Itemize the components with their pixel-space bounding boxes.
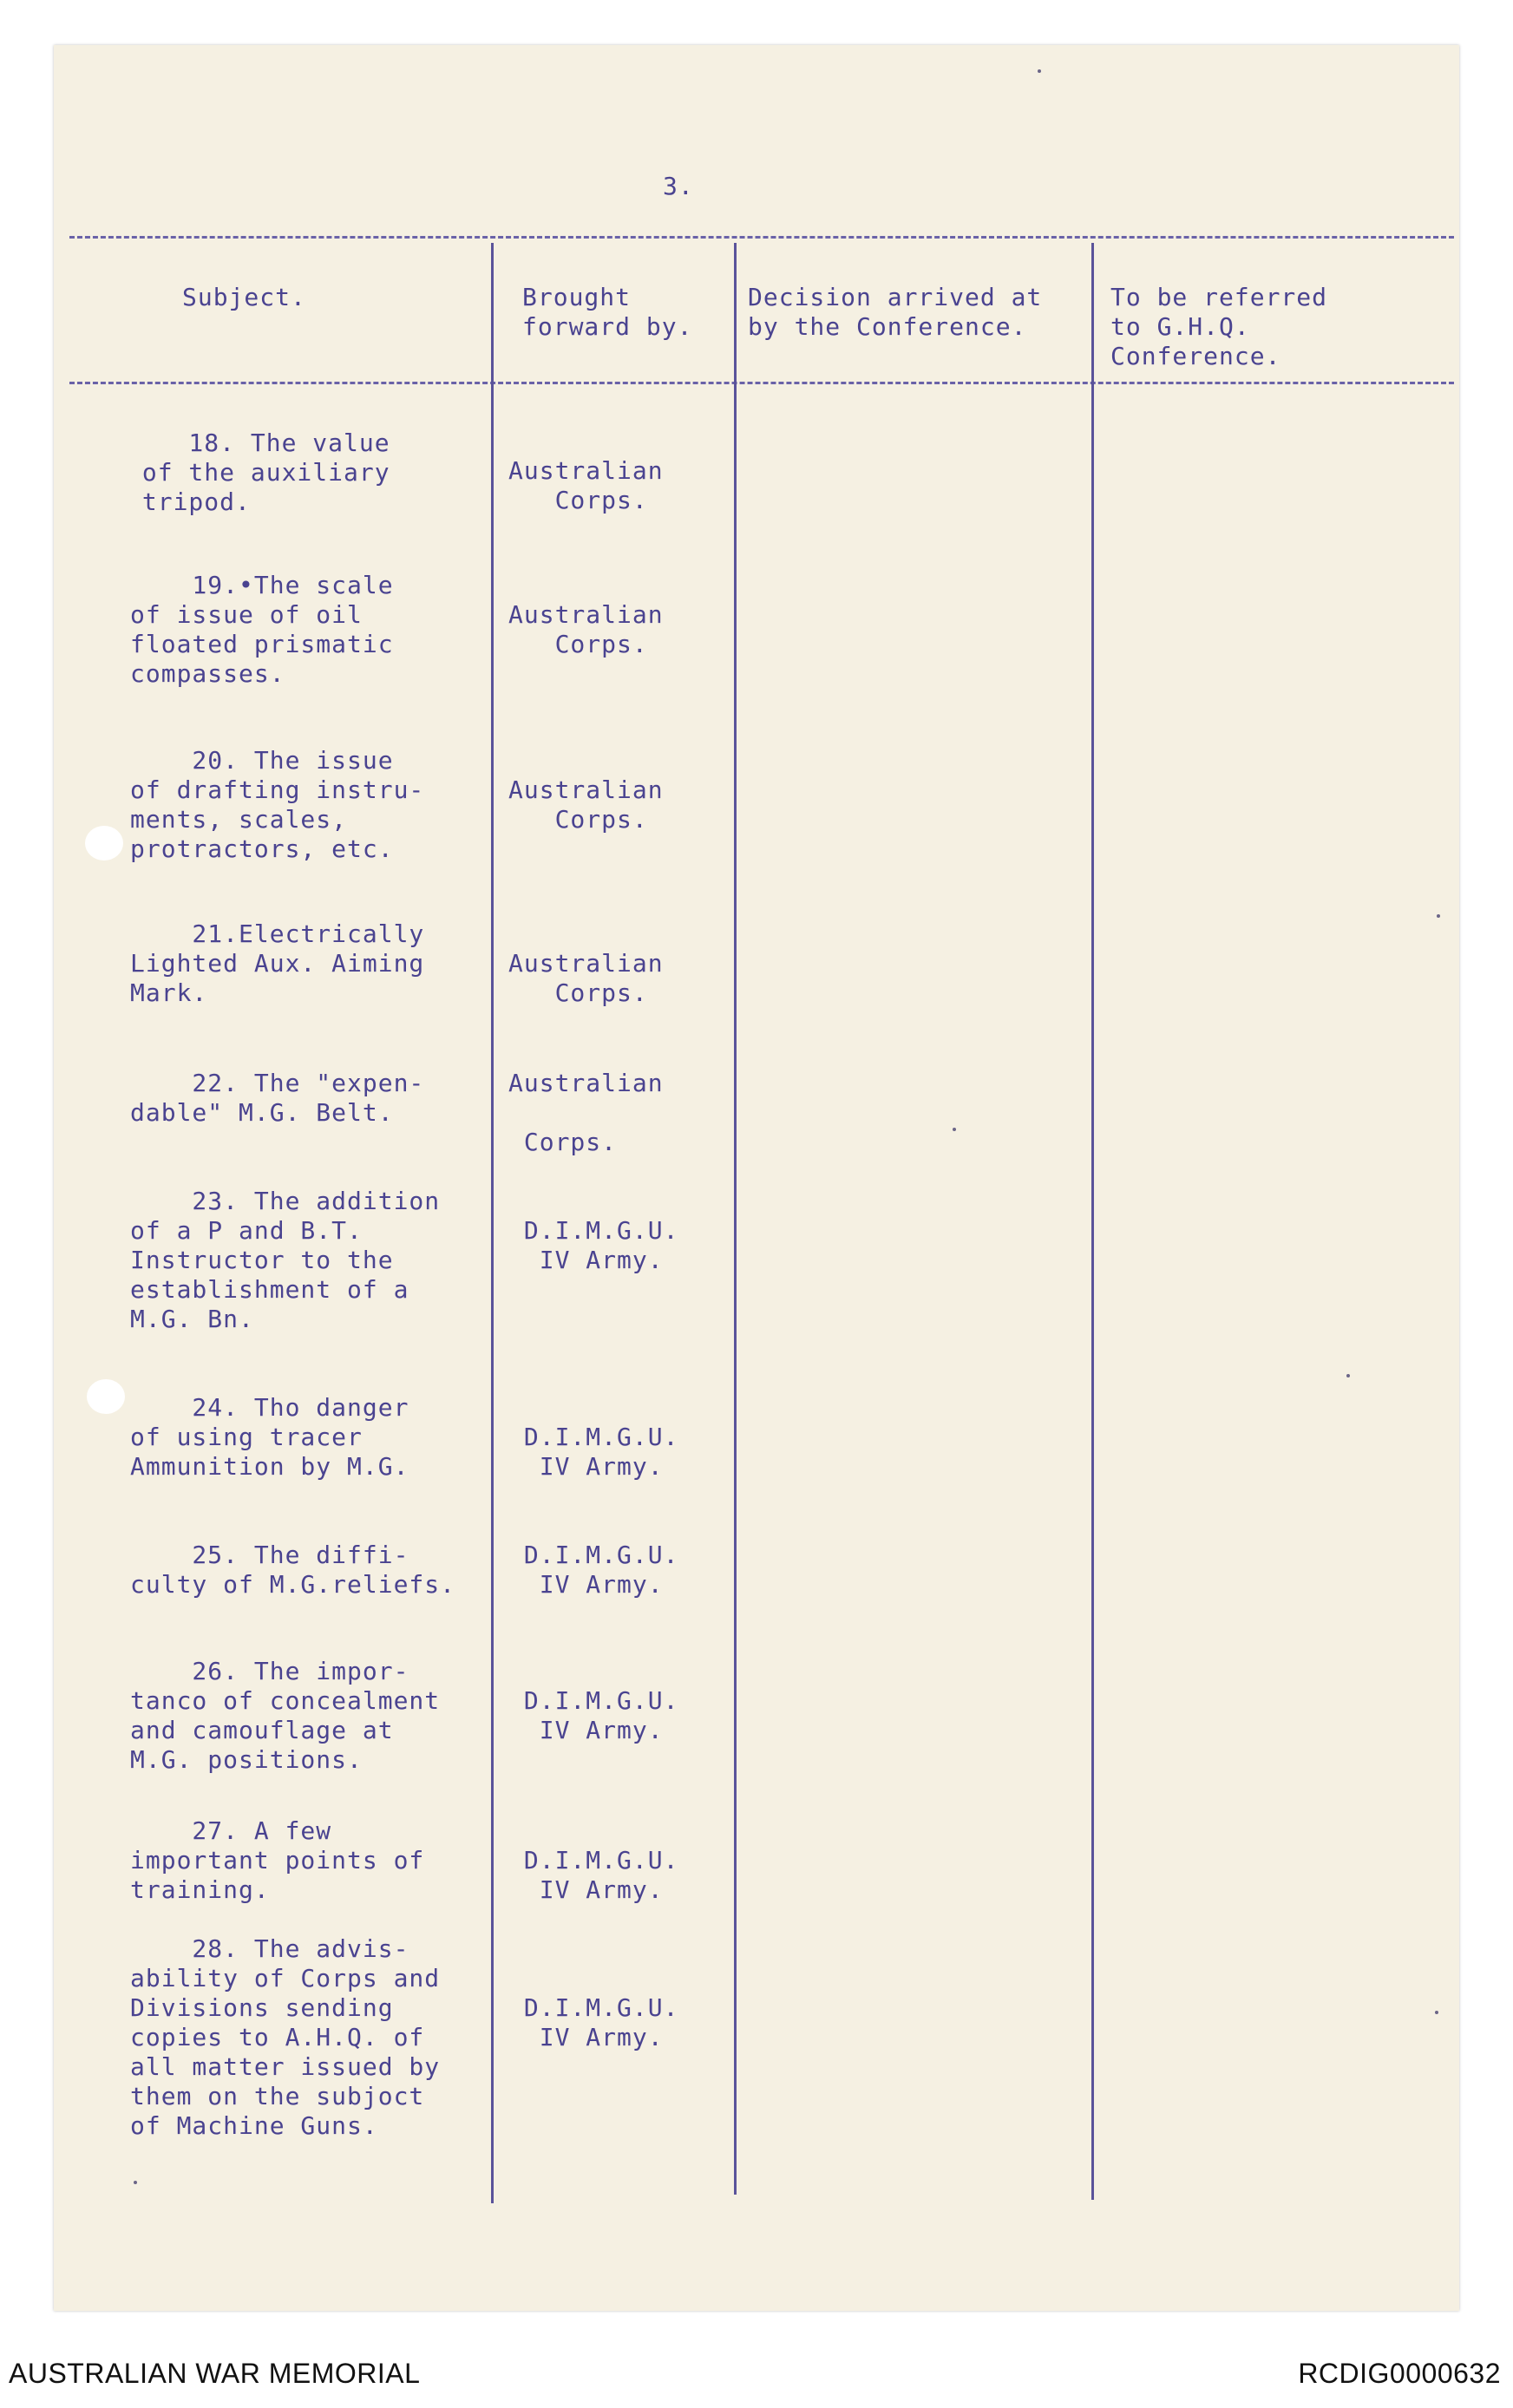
column-divider-subject [491, 243, 494, 2203]
ink-speck [1435, 2011, 1438, 2014]
table-top-rule [69, 236, 1454, 239]
ink-speck [134, 2181, 137, 2184]
row-subject: 26. The impor- tanco of concealment and camouflage at M.G. positions. [130, 1657, 441, 1774]
row-subject: 20. The issue of drafting instru- ments, scales, protractors, etc. [130, 746, 425, 863]
ink-speck [1038, 69, 1041, 73]
punch-hole [85, 826, 123, 860]
row-subject: 27. A few important points of training. [130, 1816, 425, 1904]
row-subject: 24. Tho danger of using tracer Ammunition by M.G. [130, 1393, 409, 1481]
row-brought-by: Australian Corps. [508, 775, 664, 834]
row-brought-by: D.I.M.G.U. IV Army. [523, 1846, 679, 1904]
row-subject: 25. The diffi- culty of M.G.reliefs. [130, 1541, 456, 1599]
header-decision: Decision arrived at by the Conference. [748, 283, 1043, 341]
ink-speck [1437, 914, 1440, 918]
punch-hole [87, 1379, 125, 1414]
header-subject: Subject. [182, 283, 306, 311]
page-number: 3. [663, 172, 694, 200]
row-subject: 19.•The scale of issue of oil floated prismatic compasses. [130, 571, 394, 688]
row-brought-by: Australian Corps. [508, 600, 664, 658]
footer-archive-name: AUSTRALIAN WAR MEMORIAL [9, 2358, 421, 2389]
row-subject: 23. The addition of a P and B.T. Instructor to the establishment of a M.G. Bn. [130, 1187, 441, 1333]
column-divider-brought [734, 243, 737, 2195]
header-referred: To be referred to G.H.Q. Conference. [1110, 283, 1328, 370]
row-brought-by: Australian Corps. [508, 456, 664, 514]
row-brought-by: D.I.M.G.U. IV Army. [523, 1423, 679, 1481]
row-brought-by: D.I.M.G.U. IV Army. [523, 1216, 679, 1274]
row-brought-by: D.I.M.G.U. IV Army. [523, 1541, 679, 1599]
footer-record-id: RCDIG0000632 [1298, 2358, 1501, 2389]
row-brought-by: D.I.M.G.U. IV Army. [523, 1686, 679, 1744]
ink-speck [953, 1128, 956, 1131]
header-bottom-rule [69, 382, 1454, 384]
row-brought-by: Australian Corps. [508, 949, 664, 1007]
row-subject: 28. The advis- ability of Corps and Divisions sending copies to A.H.Q. of all matter issued by them on the subjoct of Machine Guns. [130, 1934, 441, 2140]
row-brought-by: Australian Corps. [508, 1069, 664, 1156]
row-subject: 21.Electrically Lighted Aux. Aiming Mark. [130, 919, 425, 1007]
row-subject: 22. The "expen- dable" M.G. Belt. [130, 1069, 425, 1127]
column-divider-decision [1091, 243, 1094, 2200]
row-brought-by: D.I.M.G.U. IV Army. [523, 1993, 679, 2051]
ink-speck [1346, 1374, 1350, 1377]
header-brought-forward: Brought forward by. [522, 283, 693, 341]
row-subject: 18. The value of the auxiliary tripod. [141, 429, 390, 516]
